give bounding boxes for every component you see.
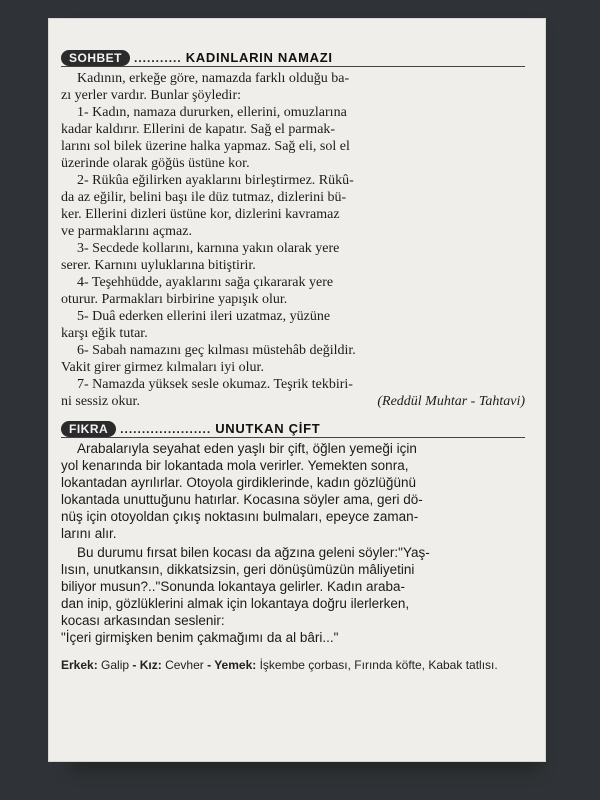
sohbet-header <box>61 49 525 67</box>
leaf-content <box>61 49 525 672</box>
kiz-name: Cevher <box>165 658 204 672</box>
sohbet-label: SOHBET <box>61 50 130 66</box>
source-citation: (Reddül Muhtar - Tahtavi) <box>377 394 525 409</box>
sohbet-paragraph: 6- Sabah namazını geç kılması müstehâb değildir. Vakit girer girmez kılmaları iyi olur. <box>61 343 356 375</box>
fikra-title: UNUTKAN ÇİFT <box>215 421 321 436</box>
fikra-paragraph: Arabalarıyla seyahat eden yaşlı bir çift, öğlen yemeği için yol kenarında bir lokantada mola verirler. Yemekten sonra, lokantadan ayrılırlar. Otoyola girdiklerinde, kadın gözlüğünü lokantada unuttuğunu hatırlar. Kocasına söyler ama, geri dö- nüş için otoyoldan çıkış noktasını bulmaları, epeyce zaman- larını alır. <box>61 441 423 541</box>
menu-footer <box>61 658 525 672</box>
fikra-header <box>61 420 525 438</box>
sohbet-title: KADINLARIN NAMAZI <box>185 50 333 65</box>
sohbet-source-line <box>61 393 525 410</box>
sohbet-paragraph: 4- Teşehhüdde, ayaklarını sağa çıkararak yere oturur. Parmakları birbirine yapışık olur. <box>61 275 334 307</box>
sohbet-last-line: ni sessiz okur. <box>61 394 140 409</box>
calendar-leaf <box>48 18 546 762</box>
sohbet-paragraph: 3- Secdede kollarını, karnına yakın olarak yere serer. Karnını uyluklarına bitiştirir. <box>61 241 340 273</box>
sohbet-paragraph: Kadının, erkeğe göre, namazda farklı olduğu ba- zı yerler vardır. Bunlar şöyledir: <box>61 71 350 103</box>
sohbet-body <box>61 70 525 410</box>
fikra-body <box>61 440 525 646</box>
sohbet-paragraph: 7- Namazda yüksek sesle okumaz. Teşrik tekbiri- <box>77 377 353 392</box>
fikra-label: FIKRA <box>61 421 116 437</box>
separator: - <box>203 658 215 672</box>
sohbet-paragraph: 2- Rükûa eğilirken ayaklarını birleştirmez. Rükû- da az eğilir, belini başı ile düz tutmaz, dizlerini bü- ker. Ellerini dizleri üstüne kor, dizlerini kavramaz ve parmaklarını açmaz. <box>61 173 354 239</box>
sohbet-paragraph: 5- Duâ ederken ellerini ileri uzatmaz, yüzüne karşı eğik tutar. <box>61 309 331 341</box>
fikra-paragraph: Bu durumu fırsat bilen kocası da ağzına geleni söyler:"Yaş- lısın, unutkansın, dikkatsizsin, geri dönüşümüzün mâliyetini biliyor musun?.."Sonunda lokantaya gelirler. Kadın araba- dan inip, gözlüklerini almak için lokantaya doğru ilerlerken, kocası arkasından seslenir: "İçeri girmişken benim çakmağımı da al bâri..." <box>61 545 430 645</box>
yemek-label: Yemek: <box>214 658 257 672</box>
fikra-dots: ..................... <box>120 421 212 436</box>
sohbet-dots: ........... <box>134 50 182 65</box>
sohbet-paragraph: 1- Kadın, namaza dururken, ellerini, omuzlarına kadar kaldırır. Ellerini de kapatır. Sağ el parmak- larını sol bilek üzerine halka yapmaz. Sağ eli, sol el üzerinde olarak göğüs üstüne kor. <box>61 105 350 171</box>
kiz-label: Kız: <box>139 658 162 672</box>
separator: - <box>129 658 140 672</box>
erkek-name: Galip <box>101 658 130 672</box>
erkek-label: Erkek: <box>61 658 98 672</box>
yemek-menu: İşkembe çorbası, Fırında köfte, Kabak tatlısı. <box>259 658 498 672</box>
